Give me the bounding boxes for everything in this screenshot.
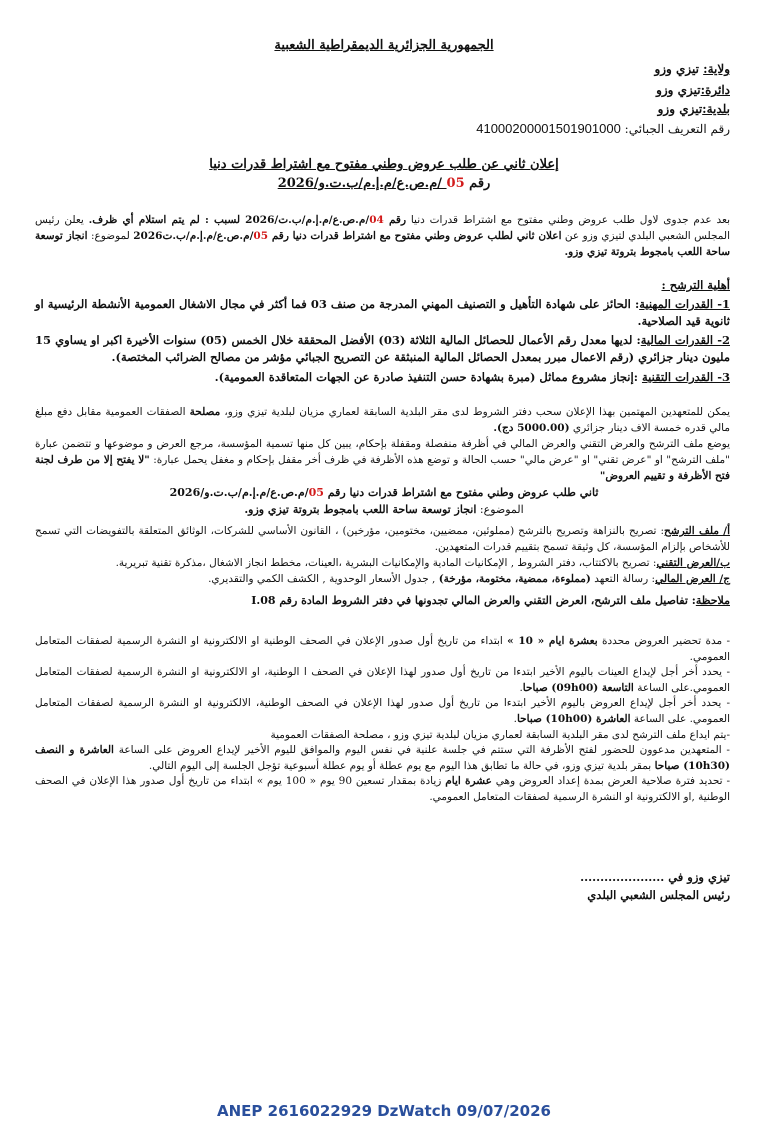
commune-value: تيزي وزو bbox=[657, 102, 703, 116]
bullet-bold: العاشرة (10h00) صباحا bbox=[516, 712, 631, 725]
commune-label: بلدية: bbox=[702, 102, 730, 116]
commune-line bbox=[658, 102, 730, 116]
intro-ref-num: 04 bbox=[369, 214, 384, 226]
envelope-subject bbox=[0, 503, 768, 516]
conditions-list bbox=[35, 634, 730, 806]
intro-part2: يعلن رئيس المجلس الشعبي البلدي لتيزي وزو عن bbox=[35, 214, 730, 242]
envelope-announcement bbox=[0, 486, 768, 499]
list-item bbox=[35, 743, 730, 774]
envelope-subject-value: انجاز توسعة ساحة اللعب بامجوط بتروتة تيزي وزو. bbox=[244, 503, 477, 516]
file-c-bold: (مملوءة، ممضية، مختومة، مؤرخة) bbox=[438, 573, 591, 585]
file-a-text: : تصريح بالنزاهة وتصريح بالترشح (مملوئين، ممضيين، مختومين، مؤرخين) ، القانون الأساسي للشركات، الوثائق المتعلقة بالتفويضات التي تسمح للأشخاص بإلزام المؤسسة، كل وثيقة تسمح بتقييم قدرات المتعهدين. bbox=[35, 525, 730, 553]
eligibility-text: : لديها معدل رقم الأعمال للحصائل المالية الثلاثة (03) الأفضل المحققة خلال الخمس (05) سنوات الأخيرة اكبر او يساوي 15 مليون دينار جزائري (رقم الاعمال مبرر بمعدل الحصائل المالية المنبثقة عن التصريح الجبائي مؤشر من مصالح الضرائب المختصة). bbox=[35, 333, 730, 364]
list-item bbox=[35, 634, 730, 665]
intro-subject: انجاز توسعة ساحة اللعب بامجوط بتروتة تيزي وزو. bbox=[35, 230, 730, 258]
withdrawal-amount: (5000.00 دج). bbox=[493, 422, 570, 434]
intro-announce: اعلان ثاني لطلب عروض وطني مفتوح مع اشتراط قدرات دنيا رقم bbox=[268, 230, 562, 242]
intro-part1: بعد عدم جدوى لاول طلب عروض وطني مفتوح مع اشتراط قدرات دنيا bbox=[406, 214, 730, 226]
daira-label: دائرة: bbox=[700, 83, 730, 97]
bullet-text: بمقر بلدية تيزي وزو، في حالة ما تطابق هذا اليوم مع يوم عطلة أو يوم عطلة أسبوعية تؤجل الجلسة إلى اليوم التالي. bbox=[148, 759, 655, 772]
withdrawal-text2: الصفقات العمومية مقابل دفع مبلغ مالي قدره خمسة الاف دينار جزائري bbox=[35, 406, 730, 434]
withdrawal-text3: يوضع ملف الترشح والعرض التقني والعرض المالي في أظرفة منفصلة ومقفلة بإحكام، يبين كل منها تسمية المؤسسة، مرجع العرض و موضوعها و تتضمن عبارة "ملف الترشح" او "عرض تقني" او "عرض مالي" حسب الحالة و توضع هذه الأظرفة في ظرف أخر مقفل بإحكام و مغفل يحمل عبارة: bbox=[35, 438, 730, 466]
list-item bbox=[35, 665, 730, 696]
file-a-label: أ/ ملف الترشح bbox=[664, 525, 731, 537]
intro-paragraph bbox=[35, 212, 730, 260]
bullet-text: - يحدد أخر أجل لإيداع العينات باليوم الأخير ابتدءا من تاريخ أول صدور لهذا الإعلان في الصحف ا الوطنية، او الالكترونية او النشرة الرسمية لصفقات المتعامل العمومي.على الساعة bbox=[35, 666, 730, 694]
eligibility-text: :إنجاز مشروع مماثل (مبرة بشهادة حسن التنفيذ صادرة عن الجهات المتعاقدة العمومية). bbox=[214, 370, 642, 384]
envelope-prefix: ثاني طلب عروض وطني مفتوح مع اشتراط قدرات دنيا رقم bbox=[323, 486, 599, 499]
eligibility-label: 1- القدرات المهنية bbox=[639, 297, 730, 311]
bullet-bold: عشرة ايام bbox=[445, 775, 492, 788]
title-number-suffix: /م.ص.ع/م.إ.م/ب.ت.و/2026 bbox=[277, 176, 447, 191]
withdrawal-service: مصلحة bbox=[189, 406, 221, 418]
envelope-subject-label: الموضوع: bbox=[476, 503, 524, 516]
bullet-bold: العاشرة و النصف (10h30) صباحا bbox=[35, 744, 730, 772]
eligibility-item bbox=[35, 296, 730, 330]
files-section bbox=[35, 523, 730, 587]
bullet-text: . bbox=[513, 712, 517, 725]
bullet-text: زيادة بمقدار تسعين 90 يوم « 100 يوم » ابتداء من تاريخ أول صدور هذا الإعلان في الصحف الوطنية ,او الالكترونية او النشرة الرسمية لصفقات المتعامل العمومي. bbox=[35, 775, 730, 803]
eligibility-text: : الحائز على شهادة التأهيل و التصنيف المهني المدرجة من صنف 03 فما أكثر في مجال الاشغال العمومية الأنشطة الرئيسية او ثانوية قيد الصلاحية. bbox=[35, 297, 730, 328]
wilaya-label: ولاية: bbox=[703, 62, 730, 76]
file-c-text1: : رسالة التعهد bbox=[590, 573, 656, 585]
list-item bbox=[35, 696, 730, 727]
note-line bbox=[35, 594, 730, 607]
bullet-text: - المتعهدين مدعوون للحضور لفتح الأظرفة التي ستتم في جلسة علنية في نفس اليوم والموافق لليوم الأخير لإيداع العروض على الساعة bbox=[113, 744, 730, 757]
wilaya-value: تيزي وزو bbox=[654, 62, 704, 76]
withdrawal-text1: يمكن للمتعهدين المهتمين بهذا الإعلان سحب دفتر الشروط لدى مقر البلدية السابقة لعماري مزيان لبلدية تيزي وزو، bbox=[220, 406, 730, 418]
republic-heading: الجمهورية الجزائرية الديمقراطية الشعبية bbox=[274, 38, 494, 53]
note-label: ملاحظة bbox=[695, 594, 730, 607]
daira-line bbox=[656, 83, 730, 97]
bullet-text: ابتداء من تاريخ أول صدور الإعلان في الصحف الوطنية او الالكترونية او النشرة الرسمية لصفقات المتعامل العمومي. bbox=[35, 635, 730, 663]
withdrawal-paragraph bbox=[35, 404, 730, 484]
anep-reference: ANEP 2616022929 DzWatch 09/07/2026 bbox=[217, 1102, 551, 1120]
nif-label: رقم التعريف الجبائي: bbox=[620, 122, 730, 136]
envelope-number: 05 bbox=[308, 486, 324, 499]
title-number-prefix: رقم bbox=[464, 176, 491, 191]
intro-part3: لموضوع: bbox=[87, 230, 134, 242]
note-text: : تفاصيل ملف الترشح، العرض التقني والعرض المالي تجدونها في دفتر الشروط المادة رقم I.08 bbox=[251, 594, 696, 607]
file-c-text2: , جدول الأسعار الوحدوية , الكشف الكمي والتقديري. bbox=[208, 573, 439, 585]
eligibility-item bbox=[35, 369, 730, 386]
wilaya-line bbox=[654, 62, 730, 76]
withdrawal-mention: "لا يفتح إلا من طرف لجنة فتح الأظرفة و تقييم العروض" bbox=[35, 454, 730, 482]
bullet-bold: التاسعة (09h00) صباحا bbox=[522, 681, 634, 694]
intro-announce-suffix: /م.ص.ع/م.إ.م/ب.ت2026 bbox=[133, 230, 254, 242]
list-item bbox=[35, 728, 730, 744]
bullet-text: - مدة تحضير العروض محددة bbox=[597, 635, 731, 647]
bullet-bold: بعشرة ايام « 10 » bbox=[507, 635, 598, 647]
file-c-label: ج/ العرض المالي bbox=[655, 573, 730, 585]
bullet-text: - يحدد أخر أجل لإيداع العروض باليوم الأخير ابتدءا من تاريخ أول صدور لهذا الإعلان في الصحف الوطنية، الالكترونية او النشرة الرسمية لصفقات المتعامل العمومي. على الساعة bbox=[35, 697, 730, 725]
bullet-text: -يتم ايداع ملف الترشح لدى مقر البلدية السابقة لعماري مزيان لبلدية تيزي وزو ، مصلحة الصفقات العمومية bbox=[270, 728, 730, 741]
nif-line bbox=[476, 121, 730, 136]
eligibility-label: 3- القدرات التقنية bbox=[641, 370, 730, 384]
signature-title: رئيس المجلس الشعبي البلدي bbox=[587, 888, 730, 902]
file-b-text: : تصريح بالاكتتاب، دفتر الشروط , الإمكانيات المادية والإمكانيات البشرية ،العينات، مخطط انجاز الاشغال ،مذكرة تقنية تبريرية. bbox=[115, 557, 657, 569]
eligibility-label: 2- القدرات المالية bbox=[640, 333, 730, 347]
bullet-text: - تحديد فترة صلاحية العرض بمدة إعداد العروض وهي bbox=[491, 775, 731, 788]
signature-place: تيزي وزو في ..................... bbox=[580, 870, 730, 884]
list-item bbox=[35, 774, 730, 805]
file-b-label: ب/العرض التقني bbox=[656, 557, 730, 569]
bullet-text: . bbox=[519, 681, 523, 694]
intro-ref-suffix: /م.ص.ع/م.إ.م/ب.ت/2026 لسبب : لم يتم استلام أي ظرف. bbox=[88, 214, 370, 226]
eligibility-item bbox=[35, 332, 730, 366]
eligibility-heading: أهلية الترشح : bbox=[661, 278, 730, 292]
daira-value: تيزي وزو bbox=[656, 83, 701, 97]
envelope-suffix: /م.ص.ع/م.إ.م/ب.ت.و/2026 bbox=[169, 486, 309, 499]
intro-ref-prefix: رقم bbox=[383, 214, 407, 226]
intro-announce-num: 05 bbox=[253, 230, 269, 242]
title-number: 05 bbox=[446, 176, 465, 191]
nif-value: 41000200001501901000 bbox=[476, 121, 621, 136]
announcement-title: إعلان ثاني عن طلب عروض وطني مفتوح مع اشتراط قدرات دنيا bbox=[209, 157, 559, 172]
announcement-number bbox=[0, 176, 768, 191]
